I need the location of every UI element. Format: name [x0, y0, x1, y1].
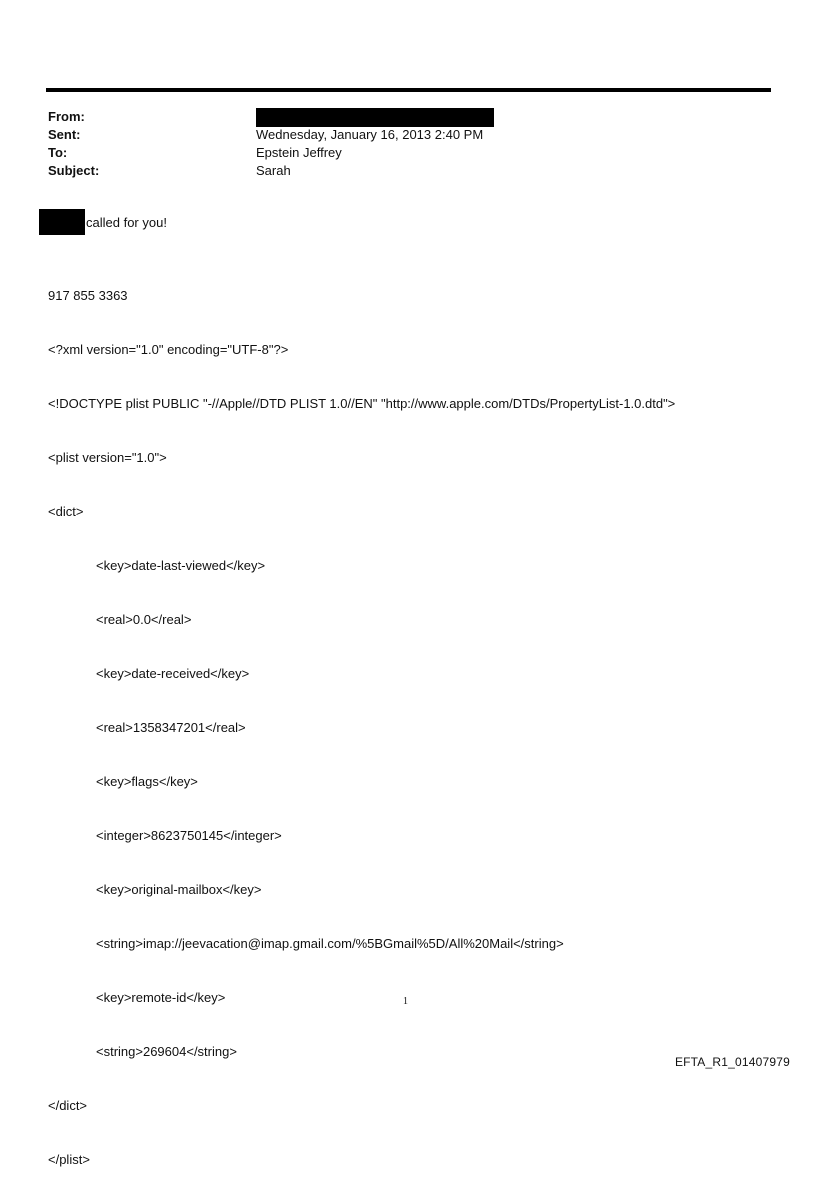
header-rule — [46, 88, 771, 92]
body-line: <string>269604</string> — [96, 1044, 237, 1059]
from-row — [48, 108, 748, 126]
body-line: <dict> — [48, 504, 84, 519]
redaction-block — [39, 209, 85, 235]
message-body — [48, 251, 788, 1187]
body-line: <real>0.0</real> — [96, 612, 192, 627]
bates-number: EFTA_R1_01407979 — [674, 1055, 790, 1069]
body-line: <string>imap://jeevacation@imap.gmail.com/%5BGmail%5D/All%20Mail</string> — [96, 936, 564, 951]
redaction-block — [256, 108, 494, 127]
sent-row — [48, 126, 748, 144]
body-line: <key>remote-id</key> — [96, 990, 226, 1005]
page-number: 1 — [403, 996, 408, 1007]
greeting-line — [39, 209, 167, 235]
body-line: <integer>8623750145</integer> — [96, 828, 282, 843]
body-line: <real>1358347201</real> — [96, 720, 246, 735]
subject-value: Sarah — [256, 163, 291, 178]
body-line: <key>flags</key> — [96, 774, 198, 789]
sent-label: Sent: — [48, 127, 81, 142]
body-line: <plist version="1.0"> — [48, 450, 167, 465]
body-line: <?xml version="1.0" encoding="UTF-8"?> — [48, 342, 289, 357]
body-line: <key>date-last-viewed</key> — [96, 558, 266, 573]
sent-value: Wednesday, January 16, 2013 2:40 PM — [256, 127, 484, 142]
to-row — [48, 144, 748, 162]
email-header — [48, 108, 748, 180]
body-line: </plist> — [48, 1152, 90, 1167]
greeting-text: called for you! — [86, 214, 167, 230]
to-value: Epstein Jeffrey — [256, 145, 342, 160]
from-label: From: — [48, 109, 85, 124]
body-line: <key>date-received</key> — [96, 666, 250, 681]
subject-label: Subject: — [48, 163, 100, 178]
to-label: To: — [48, 145, 68, 160]
body-line: 917 855 3363 — [48, 288, 128, 303]
body-line: <key>original-mailbox</key> — [96, 882, 262, 897]
body-line: <!DOCTYPE plist PUBLIC "-//Apple//DTD PLIST 1.0//EN" "http://www.apple.com/DTDs/PropertyList-1.0.dtd"> — [48, 396, 676, 411]
subject-row — [48, 162, 748, 180]
from-value — [256, 108, 748, 126]
body-line: </dict> — [48, 1098, 88, 1113]
